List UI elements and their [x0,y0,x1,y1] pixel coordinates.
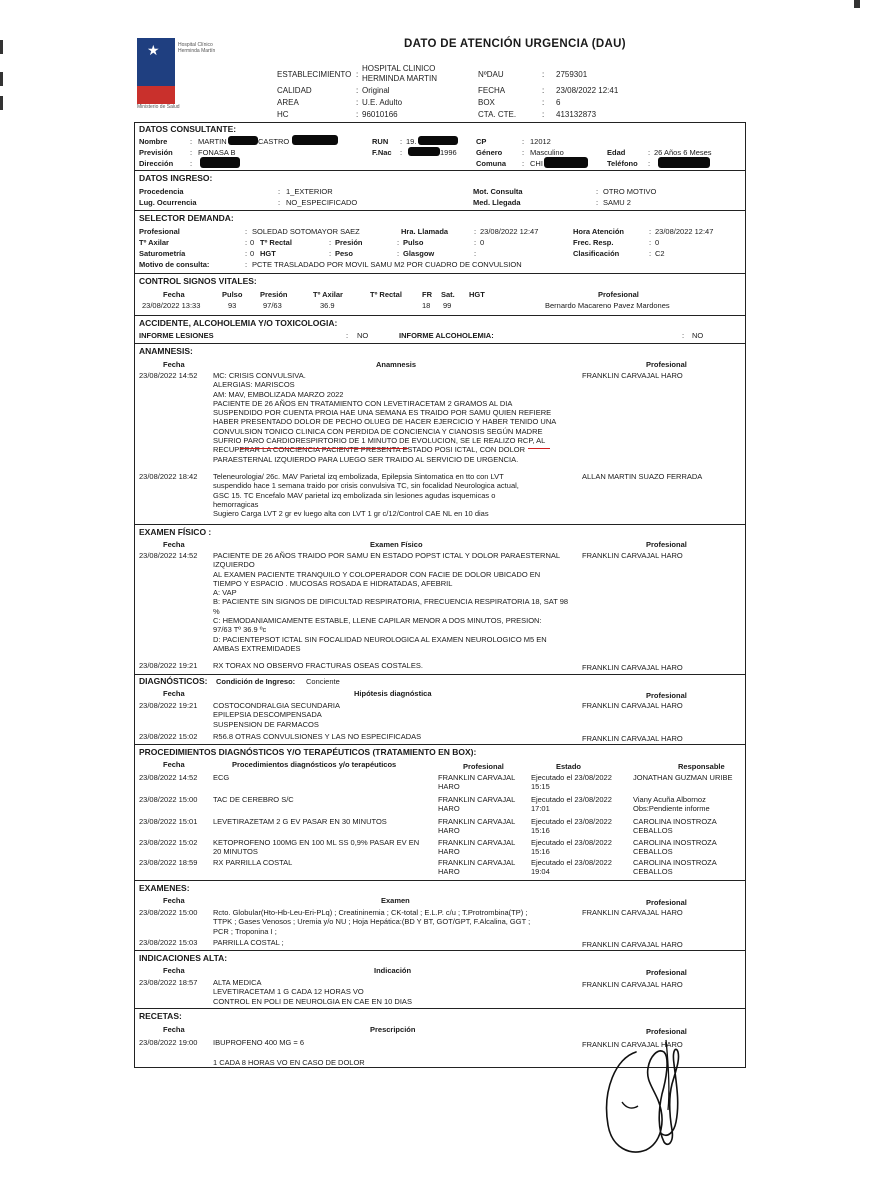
examen-fisico-1-text: PACIENTE DE 26 AÑOS TRAIDO POR SAMU EN ESTADO POPST ICTAL Y DOLOR PARAESTERNAL IZQUIERDO AL EXAMEN PACIENTE TRANQUILO Y COLOPERADOR CON FACIE DE DOLOR UBICADO EN TIEMPO Y ESPACIO . MUCOSAS ROSADA E HIDRATADAS, AFEBRIL A: VAP B: PACIENTE SIN SIGNOS DE DIFICULTAD RESPIRATORIA, FRECUENCIA RESPIRATORIA 18, SAT 98 % C: HEMODANIAMICAMENTE ESTABLE, LLENE CAPILAR MENOR A DOS MINUTOS, PRESION: 97/63 Tº 36.9 ºc D: PACIENTEPSOT ICTAL SIN FOCALIDAD NEUROLOGICA AL EXAMEN NEUROLOGICO M5 EN AMBAS EXTREMIDADES [213,551,569,653]
receta-1-indicacion: 1 CADA 8 HORAS VO EN CASO DE DOLOR [213,1058,365,1067]
genero-label: Género [476,148,503,157]
receta-1-fecha: 23/08/2022 19:00 [139,1038,198,1047]
handwritten-signature [596,1030,706,1160]
proc-estado: Ejecutado el 23/08/2022 15:16 [531,817,612,836]
corner-mark [854,0,860,8]
signos-header-sat: Sat. [441,290,455,299]
proc-name: KETOPROFENO 100MG EN 100 ML SS 0,9% PASAR EV EN 20 MINUTOS [213,838,420,857]
anamnesis-header-fecha: Fecha [163,360,185,369]
anamnesis-header-profesional: Profesional [646,360,687,369]
diagnostico-1-text: COSTOCONDRALGIA SECUNDARIA EPILEPSIA DESCOMPENSADA SUSPENSION DE FARMACOS [213,701,340,729]
examen-2-text: PARRILLA COSTAL ; [213,938,284,947]
diagnostico-2-text: R56.8 OTRAS CONVULSIONES Y LAS NO ESPECIFICADAS [213,732,422,741]
alta-header-text: Indicación [374,966,412,975]
section-title-ingreso: DATOS INGRESO: [139,173,213,183]
anamnesis-2-fecha: 23/08/2022 18:42 [139,472,198,481]
med-llegada-value: SAMU 2 [603,198,631,207]
redaction-mark [418,136,458,145]
star-icon: ★ [147,42,160,58]
fnac-label: F.Nac [372,148,392,157]
binder-hole-mark [0,96,3,110]
examen-fisico-2-text: RX TORAX NO OBSERVO FRACTURAS OSEAS COSTALES. [213,661,423,670]
section-title-diagnosticos: DIAGNÓSTICOS: [139,676,208,686]
cp-value: 12012 [530,137,551,146]
proc-responsable: CAROLINA INOSTROZA CEBALLOS [633,858,717,877]
fnac-value: 1996 [440,148,457,157]
area-label: AREA [277,98,299,107]
direccion-label: Dirección [139,159,174,168]
redaction-mark [228,136,258,145]
edad-label: Edad [607,148,626,157]
proc-fecha: 23/08/2022 15:02 [139,838,198,847]
proc-name: ECG [213,773,230,782]
frec-resp-value: 0 [655,238,660,247]
examen-fisico-header-text: Examen Físico [370,540,423,549]
condicion-ingreso-label: Condición de Ingreso: [216,677,296,686]
alta-header-profesional: Profesional [646,968,687,977]
informe-alcoholemia-value: NO [692,331,704,340]
edad-value: 26 Años 6 Meses [654,148,712,157]
fecha-label: FECHA [478,86,506,95]
signos-fr: 18 [422,301,431,310]
pulso-label: Pulso [403,238,424,247]
binder-hole-mark [0,40,3,54]
recetas-header-profesional: Profesional [646,1027,687,1036]
scanned-page: ★ Hospital Clínico Herminda Martín Ministerio de Salud DATO DE ATENCIÓN URGENCIA (DAU) ESTABLECIMIENTO : HOSPITAL CLINICO HERMINDA MARTIN CALIDAD : Original AREA : U.E. Adulto HC : 96010166 NºDAU : 2759301 FECHA : 23/08/2022 12:41 BOX : 6 CTA. CTE. : 413132873 DATOS CONSULTANTE: Nombre : MARTIN CASTRO RUN : 19. CP : 12012 Previsión : FONASA B F.Nac : 1996 Género : Masculino Edad : 26 Años 6 Meses Dirección : Comuna : CHI Teléfono : DATOS INGRESO: Procedencia : 1_EXTERIOR Mot. Consulta : OTRO MOTIVO Lug. Ocurrencia : NO_ESPECIFICADO Med. Llegada : SAMU 2 SELECTOR DEMANDA: Profesional : SOLEDAD SOTOMAYOR SAEZ Hra. Llamada : 23/08/2022 12:47 Hora Atención : 23/08/2022 12:47 Tº Axilar : 0 Tº Rectal : Presión : Pulso : 0 Frec. Resp. : 0 Saturometría : 0 HGT : Peso : Glasgow : Clasificación : C2 Motivo de consulta: : PCTE TRASLADADO POR MOVIL SAMU M2 POR CUADRO DE CONVULSION CONTROL SIGNOS VITALES: Fecha Pulso Presión Tº Axilar Tº Rectal FR Sat. HGT Profesional 23/08/2022 13:33 93 97/63 36.9 18 99 Bernardo Macareno Pavez Mardones ACCIDENTE, ALCOHOLEMIA Y/O TOXICOLOGIA: INFORME LESIONES : NO INFORME ALCOHOLEMIA: : NO ANAMNESIS: Fecha Anamnesis Profesional 23/08/2022 14:52 MC: CRISIS CONVULSIVA. ALERGIAS: MARISCOS AM: MAV, EMBOLIZADA MARZO 2022 PACIENTE DE 26 AÑOS EN TRATAMIENTO CON LEVETIRACETAM 2 GRAMOS AL DIA SUSPENDIDO POR CUENTA PROIA HAE UNA SEMANA ES TRAIDO POR SAMU QUIEN REFIERE HABER PRESENTADO DOLOR DE PECHO OLUEG DE HACER EJERCICIO Y HABER TENIDO UNA CONVULSION TONICO CLINICA CON PERDIDA DE CONCIENCIA Y CIANOSIS SEGÚN MADRE SUFRIO PARO CARDIORESPIRTORIO DE 1 MINUTO DE EVOLUCION, SE LE REALIZO RCP, AL RECUPERAR LA CONCIENCIA PACIENTE PRESENTA ESTADO POSI ICTAL, CON DOLOR PARAESTERNAL IZQUIERDO PARA LUEGO SER TRAIDO AL SERVICIO DE URGENCIA. FRANKLIN CARVAJAL HARO 23/08/2022 18:42 Teleneurologia/ 26c. MAV Parietal izq embolizada, Epilepsia Sintomatica en tto con LVT suspendido hace 1 semana traido por crisis convulsiva TC, sin focalidad Neurologica actual, GSC 15. TC Encefalo MAV parietal izq embolizada sin lesiones agudas isquemicas o hemorragicas Sugiero Carga LVT 2 gr ev luego alta con LVT 1 gr c/12/Control CAE NL en 10 dias ALLAN MARTIN SUAZO FERRADA EXAMEN FÍSICO : Fecha Examen Físico Profesional 23/08/2022 14:52 PACIENTE DE 26 AÑOS TRAIDO POR SAMU EN ESTADO POPST ICTAL Y DOLOR PARAESTERNAL IZQUIERDO AL EXAMEN PACIENTE TRANQUILO Y COLOPERADOR CON FACIE DE DOLOR UBICADO EN TIEMPO Y ESPACIO . MUCOSAS ROSADA E HIDRATADAS, AFEBRIL A: VAP B: PACIENTE SIN SIGNOS DE DIFICULTAD RESPIRATORIA, FRECUENCIA RESPIRATORIA 18, SAT 98 % C: HEMODANIAMICAMENTE ESTABLE, LLENE CAPILAR MENOR A DOS MINUTOS, PRESION: 97/63 Tº 36.9 ºc D: PACIENTEPSOT ICTAL SIN FOCALIDAD NEUROLOGICA AL EXAMEN NEUROLOGICO M5 EN AMBAS EXTREMIDADES FRANKLIN CARVAJAL HARO 23/08/2022 19:21 RX TORAX NO OBSERVO FRACTURAS OSEAS COSTALES. FRANKLIN CARVAJAL HARO DIAGNÓSTICOS: Condición de Ingreso: Conciente Fecha Hipótesis diagnóstica Profesional 23/08/2022 19:21 COSTOCONDRALGIA SECUNDARIA EPILEPSIA DESCOMPENSADA SUSPENSION DE FARMACOS FRANKLIN CARVAJAL HARO 23/08/2022 15:02 R56.8 OTRAS CONVULSIONES Y LAS NO ESPECIFICADAS FRANKLIN CARVAJAL HARO PROCEDIMIENTOS DIAGNÓSTICOS Y/O TERAPÉUTICOS (TRATAMIENTO EN BOX): Fecha Procedimientos diagnósticos y/o terapéuticos Profesional Estado Responsable 23/08/2022 14:52 ECG FRANKLIN CARVAJAL HARO Ejecutado el 23/08/2022 15:15 JONATHAN GUZMAN URIBE 23/08/2022 15:00 TAC DE CEREBRO S/C FRANKLIN CARVAJAL HARO Ejecutado el 23/08/2022 17:01 Viany Acuña Albornoz Obs:Pendiente informe 23/08/2022 15:01 LEVETIRAZETAM 2 G EV PASAR EN 30 MINUTOS FRANKLIN CARVAJAL HARO Ejecutado el 23/08/2022 15:16 CAROLINA INOSTROZA CEBALLOS 23/08/2022 15:02 KETOPROFENO 100MG EN 100 ML SS 0,9% PASAR EV EN 20 MINUTOS FRANKLIN CARVAJAL HARO Ejecutado el 23/08/2022 15:16 CAROLINA INOSTROZA CEBALLOS 23/08/2022 18:59 RX PARRILLA COSTAL FRANKLIN CARVAJAL HARO Ejecutado el 23/08/2022 19:04 CAROLINA INOSTROZA CEBALLOS EXAMENES: Fecha Examen Profesional 23/08/2022 15:00 Rcto. Globular(Hto-Hb-Leu-Eri-PLq) ; Creatininemia ; CK-total ; E.L.P. c/u ; T.Protrombina(TP) ; TTPK ; Gases Venosos ; Uremia y/o NU ; Hoja Hepática:(BD Y BT, GOT/GPT, F.Alcalina, GGT ; PCR ; Troponina I ; FRANKLIN CARVAJAL HARO 23/08/2022 15:03 PARRILLA COSTAL ; FRANKLIN CARVAJAL HARO INDICACIONES ALTA: Fecha Indicación Profesional 23/08/2022 18:57 ALTA MEDICA LEVETIRACETAM 1 G CADA 12 HORAS VO CONTROL EN POLI DE NEUROLGIA EN CAE EN 10 DIAS FRANKLIN CARVAJAL HARO RECETAS: Fecha Prescripción Profesional 23/08/2022 19:00 IBUPROFENO 400 MG = 6 FRANKLIN CARVAJAL HARO 1 CADA 8 HORAS VO EN CASO DE DOLOR [0,0,871,1200]
anamnesis-1-text: MC: CRISIS CONVULSIVA. ALERGIAS: MARISCOS AM: MAV, EMBOLIZADA MARZO 2022 PACIENTE DE 26 AÑOS EN TRATAMIENTO CON LEVETIRACETAM 2 GRAMOS AL DIA SUSPENDIDO POR CUENTA PROIA HAE UNA SEMANA ES TRAIDO POR SAMU QUIEN REFIERE HABER PRESENTADO DOLOR DE PECHO OLUEG DE HACER EJERCICIO Y HABER TENIDO UNA CONVULSION TONICO CLINICA CON PERDIDA DE CONCIENCIA Y CIANOSIS SEGÚN MADRE SUFRIO PARO CARDIORESPIRTORIO DE 1 MINUTO DE EVOLUCION, SE LE REALIZO RCP, AL RECUPERAR LA CONCIENCIA PACIENTE PRESENTA ESTADO POSI ICTAL, CON DOLOR PARAESTERNAL IZQUIERDO PARA LUEGO SER TRAIDO AL SERVICIO DE URGENCIA. [213,371,557,464]
examen-1-fecha: 23/08/2022 15:00 [139,908,198,917]
examen-fisico-header-profesional: Profesional [646,540,687,549]
motivo-consulta-value: PCTE TRASLADADO POR MOVIL SAMU M2 POR CUADRO DE CONVULSION [252,260,522,269]
examen-fisico-1-fecha: 23/08/2022 14:52 [139,551,198,560]
procedencia-label: Procedencia [139,187,184,196]
hc-label: HC [277,110,289,119]
lug-ocurrencia-value: NO_ESPECIFICADO [286,198,358,207]
proc-responsable: CAROLINA INOSTROZA CEBALLOS [633,838,717,857]
nombre-value: MARTIN [198,137,227,146]
examen-fisico-2-profesional: FRANKLIN CARVAJAL HARO [582,663,683,672]
med-llegada-label: Med. Llegada [473,198,521,207]
fecha-value: 23/08/2022 12:41 [556,86,619,95]
signos-fecha: 23/08/2022 13:33 [142,301,201,310]
proc-profesional: FRANKLIN CARVAJAL HARO [438,858,516,877]
proc-header-responsable: Responsable [678,762,725,771]
anamnesis-1-fecha: 23/08/2022 14:52 [139,371,198,380]
pulso-value: 0 [480,238,485,247]
taxilar-value: 0 [250,238,255,247]
handwritten-underline [528,448,550,449]
proc-responsable: Viany Acuña Albornoz Obs:Pendiente informe [633,795,710,814]
signos-sat: 99 [443,301,452,310]
diagnosticos-header-fecha: Fecha [163,689,185,698]
receta-1-profesional: FRANKLIN CARVAJAL HARO [582,1040,683,1049]
signos-header-fr: FR [422,290,432,299]
diagnosticos-header-profesional: Profesional [646,691,687,700]
diagnostico-2-fecha: 23/08/2022 15:02 [139,732,198,741]
genero-value: Masculino [530,148,564,157]
hra-llamada-value: 23/08/2022 12:47 [480,227,539,236]
prevision-value: FONASA B [198,148,236,157]
proc-fecha: 23/08/2022 15:00 [139,795,198,804]
box-value: 6 [556,98,561,107]
hc-value: 96010166 [362,110,398,119]
hospital-logo [137,38,175,104]
redaction-mark [544,157,588,168]
section-title-anamnesis: ANAMNESIS: [139,346,193,356]
hora-atencion-label: Hora Atención [573,227,624,236]
proc-fecha: 23/08/2022 14:52 [139,773,198,782]
recetas-header-fecha: Fecha [163,1025,185,1034]
proc-fecha: 23/08/2022 15:01 [139,817,198,826]
signos-header-pulso: Pulso [222,290,243,299]
examen-1-profesional: FRANKLIN CARVAJAL HARO [582,908,683,917]
proc-name: RX PARRILLA COSTAL [213,858,293,867]
signos-taxilar: 36.9 [320,301,335,310]
signos-header-trectal: Tº Rectal [370,290,402,299]
section-title-accidente: ACCIDENTE, ALCOHOLEMIA Y/O TOXICOLOGIA: [139,318,338,328]
proc-profesional: FRANKLIN CARVAJAL HARO [438,817,516,836]
section-title-examen-fisico: EXAMEN FÍSICO : [139,527,212,537]
signos-profesional: Bernardo Macareno Pavez Mardones [545,301,670,310]
diagnostico-1-profesional: FRANKLIN CARVAJAL HARO [582,701,683,710]
proc-estado: Ejecutado el 23/08/2022 15:16 [531,838,612,857]
examen-1-text: Rcto. Globular(Hto-Hb-Leu-Eri-PLq) ; Creatininemia ; CK-total ; E.L.P. c/u ; T.Protrombina(TP) ; TTPK ; Gases Venosos ; Uremia y/o NU ; Hoja Hepática:(BD Y BT, GOT/GPT, F.Alcalina, GGT ; PCR ; Troponina I ; [213,908,531,936]
diagnostico-1-fecha: 23/08/2022 19:21 [139,701,198,710]
peso-label: Peso [335,249,353,258]
logo-text: Hospital Clínico Herminda Martín [178,42,216,55]
signos-header-presion: Presión [260,290,288,299]
clasificacion-label: Clasificación [573,249,620,258]
proc-fecha: 23/08/2022 18:59 [139,858,198,867]
anamnesis-header-text: Anamnesis [376,360,417,369]
glasgow-label: Glasgow [403,249,435,258]
examenes-header-text: Examen [381,896,410,905]
frec-resp-label: Frec. Resp. [573,238,614,247]
saturometria-label: Saturometría [139,249,186,258]
ndau-label: NºDAU [478,70,504,79]
signos-header-taxilar: Tº Axilar [313,290,343,299]
proc-responsable: JONATHAN GUZMAN URIBE [633,773,733,782]
informe-lesiones-label: INFORME LESIONES [139,331,214,340]
examen-2-fecha: 23/08/2022 15:03 [139,938,198,947]
proc-estado: Ejecutado el 23/08/2022 19:04 [531,858,612,877]
establecimiento-value: HOSPITAL CLINICO HERMINDA MARTIN [362,64,437,83]
prevision-label: Previsión [139,148,173,157]
informe-alcoholemia-label: INFORME ALCOHOLEMIA: [399,331,494,340]
diagnosticos-header-text: Hipótesis diagnóstica [354,689,432,698]
box-label: BOX [478,98,495,107]
calidad-value: Original [362,86,390,95]
hora-atencion-value: 23/08/2022 12:47 [655,227,714,236]
recetas-header-text: Prescripción [370,1025,416,1034]
proc-header-estado: Estado [556,762,582,771]
redaction-mark [658,157,710,168]
section-title-signos: CONTROL SIGNOS VITALES: [139,276,257,286]
procedencia-value: 1_EXTERIOR [286,187,333,196]
area-value: U.E. Adulto [362,98,403,107]
telefono-label: Teléfono [607,159,638,168]
section-title-recetas: RECETAS: [139,1011,182,1021]
document-title: DATO DE ATENCIÓN URGENCIA (DAU) [404,38,626,50]
examenes-header-profesional: Profesional [646,898,687,907]
examenes-header-fecha: Fecha [163,896,185,905]
signos-presion: 97/63 [263,301,282,310]
lug-ocurrencia-label: Lug. Ocurrencia [139,198,197,207]
proc-estado: Ejecutado el 23/08/2022 15:15 [531,773,612,792]
condicion-ingreso-value: Conciente [306,677,340,686]
proc-header-profesional: Profesional [463,762,504,771]
proc-header-procedimientos: Procedimientos diagnósticos y/o terapéuticos [232,760,397,769]
section-title-consultante: DATOS CONSULTANTE: [139,124,237,134]
cta-value: 413132873 [556,110,597,119]
motivo-consulta-label: Motivo de consulta: [139,260,210,269]
anamnesis-2-profesional: ALLAN MARTIN SUAZO FERRADA [582,472,703,481]
signos-header-fecha: Fecha [163,290,185,299]
redaction-mark [292,135,338,145]
handwritten-underline [240,448,408,449]
calidad-label: CALIDAD [277,86,312,95]
signos-header-hgt: HGT [469,290,485,299]
cta-label: CTA. CTE. [478,110,517,119]
proc-name: LEVETIRAZETAM 2 G EV PASAR EN 30 MINUTOS [213,817,387,826]
run-label: RUN [372,137,389,146]
clasificacion-value: C2 [655,249,665,258]
trectal-label: Tº Rectal [260,238,292,247]
cp-label: CP [476,137,487,146]
proc-responsable: CAROLINA INOSTROZA CEBALLOS [633,817,717,836]
examen-fisico-header-fecha: Fecha [163,540,185,549]
alta-1-fecha: 23/08/2022 18:57 [139,978,198,987]
redaction-mark [408,147,440,156]
alta-1-text: ALTA MEDICA LEVETIRACETAM 1 G CADA 12 HORAS VO CONTROL EN POLI DE NEUROLGIA EN CAE EN 10 DIAS [213,978,412,1006]
profesional-value: SOLEDAD SOTOMAYOR SAEZ [252,227,360,236]
ndau-value: 2759301 [556,70,588,79]
anamnesis-1-profesional: FRANKLIN CARVAJAL HARO [582,371,683,380]
hgt-label: HGT [260,249,276,258]
taxilar-label: Tº Axilar [139,238,169,247]
examen-fisico-2-fecha: 23/08/2022 19:21 [139,661,198,670]
alta-1-profesional: FRANKLIN CARVAJAL HARO [582,980,683,989]
informe-lesiones-value: NO [357,331,369,340]
section-title-procedimientos: PROCEDIMIENTOS DIAGNÓSTICOS Y/O TERAPÉUTICOS (TRATAMIENTO EN BOX): [139,747,477,757]
redaction-mark [200,157,240,168]
alta-header-fecha: Fecha [163,966,185,975]
nombre-label: Nombre [139,137,168,146]
profesional-label: Profesional [139,227,180,236]
saturometria-value: 0 [250,249,255,258]
proc-profesional: FRANKLIN CARVAJAL HARO [438,795,516,814]
binder-hole-mark [0,72,3,86]
receta-1-text: IBUPROFENO 400 MG = 6 [213,1038,305,1047]
mot-consulta-label: Mot. Consulta [473,187,523,196]
section-title-selector: SELECTOR DEMANDA: [139,213,234,223]
nombre-apellido: CASTRO [258,137,290,146]
establecimiento-label: ESTABLECIMIENTO [277,70,352,79]
signos-pulso: 93 [228,301,237,310]
logo-subtext: Ministerio de Salud [137,104,180,110]
section-title-alta: INDICACIONES ALTA: [139,953,228,963]
anamnesis-2-text: Teleneurologia/ 26c. MAV Parietal izq embolizada, Epilepsia Sintomatica en tto con LVT suspendido hace 1 semana traido por crisis convulsiva TC, sin focalidad Neurologica actual, GSC 15. TC Encefalo MAV parietal izq embolizada sin lesiones agudas isquemicas o hemorragicas Sugiero Carga LVT 2 gr ev luego alta con LVT 1 gr c/12/Control CAE NL en 10 dias [213,472,519,519]
presion-label: Presión [335,238,363,247]
comuna-label: Comuna [476,159,506,168]
examen-fisico-1-profesional: FRANKLIN CARVAJAL HARO [582,551,683,560]
proc-header-fecha: Fecha [163,760,185,769]
examen-2-profesional: FRANKLIN CARVAJAL HARO [582,940,683,949]
hra-llamada-label: Hra. Llamada [401,227,449,236]
proc-estado: Ejecutado el 23/08/2022 17:01 [531,795,612,814]
proc-profesional: FRANKLIN CARVAJAL HARO [438,838,516,857]
section-title-examenes: EXAMENES: [139,883,190,893]
signos-header-profesional: Profesional [598,290,639,299]
diagnostico-2-profesional: FRANKLIN CARVAJAL HARO [582,734,683,743]
proc-name: TAC DE CEREBRO S/C [213,795,294,804]
comuna-value: CHI [530,159,543,168]
proc-profesional: FRANKLIN CARVAJAL HARO [438,773,516,792]
run-value: 19. [406,137,417,146]
mot-consulta-value: OTRO MOTIVO [603,187,657,196]
